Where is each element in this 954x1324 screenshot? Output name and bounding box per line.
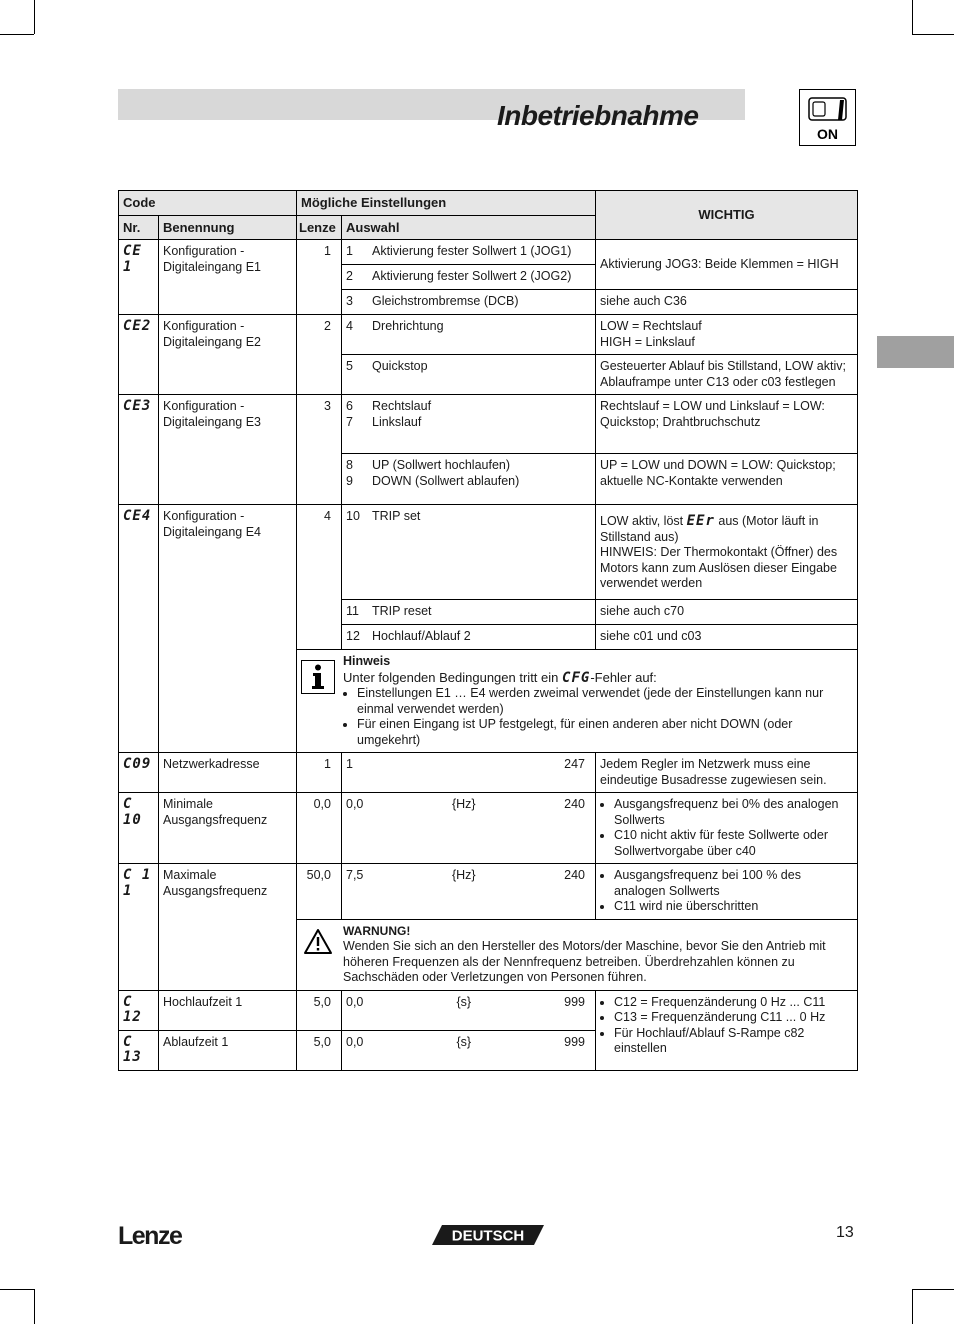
sel-num: 8 [346,458,353,472]
range-cell [342,864,596,920]
code-cell [119,315,159,395]
header-nr: Nr. [119,215,159,240]
list-item: • Für einen Eingang ist UP festgelegt, für einen anderen aber nicht DOWN (oder umgekehrt) [357,717,853,748]
warning-cell [297,919,858,990]
lenze-cell: 50,0 [297,864,342,920]
list-item: • Ausgangsfrequenz bei 100 % des analogen Sollwerts [614,868,853,899]
trip-note: HINWEIS: Der Thermokontakt (Öffner) des Motors kann zum Auslösen dieser Eingabe verwendet werden [600,545,838,590]
page-title: Inbetriebnahme [497,100,699,131]
section-tab [877,336,954,368]
on-label: ON [817,126,838,142]
name-cell: Ablaufzeit 1 [159,1030,297,1070]
header-row-1 [119,191,858,216]
list-item: • Einstellungen E1 … E4 werden zweimal verwendet (jede der Einstellungen kann nur einmal verwendet werden) [357,686,853,717]
range-min: 0,0 [346,1034,364,1049]
dir-low: LOW = Rechtslauf [600,319,702,333]
code-cell [119,753,159,793]
language-badge [432,1225,544,1245]
lenze-cell: 0,0 [297,793,342,864]
header-code: Code [119,191,297,216]
sel-num: 10 [346,509,360,523]
code-ce4: CE4 [123,508,152,524]
sel-text: Gleichstrombremse (DCB) [372,294,519,308]
table-row [119,753,858,793]
important-cell: Jedem Regler im Netzwerk muss eine eindeutige Busadresse zugewiesen sein. [596,753,858,793]
table-row [119,864,858,920]
page-number: 13 [836,1224,854,1241]
sel-num: 9 [346,473,353,488]
important-cell [596,864,858,920]
lenze-cell: 5,0 [297,1030,342,1070]
sel-text: TRIP set [372,509,421,523]
list-item: • Ausgangsfrequenz bei 0% des analogen Sollwerts [614,797,853,828]
code-ce2: CE2 [123,318,152,334]
code-c11: C 1 1 [123,867,152,899]
crop-mark [34,0,35,34]
sel-num: 2 [346,269,353,283]
code-c10: C 10 [123,796,142,828]
code-cell [119,793,159,864]
warning-title: WARNUNG! [343,923,411,938]
important-cell: siehe auch c70 [596,600,858,625]
range-cell [342,990,596,1030]
selection-cell [342,315,596,355]
sel-num: 6 [346,399,353,413]
range-unit: {s} [456,1034,472,1049]
crop-mark [0,1289,34,1290]
trip-code: EEr [686,513,715,529]
lenze-cell: 5,0 [297,990,342,1030]
hint-cell [297,650,858,753]
code-cell [119,505,159,753]
header-important: WICHTIG [596,191,858,240]
sel-num: 7 [346,414,353,429]
hint-code: CFG [562,669,591,686]
range-unit: {s} [456,994,472,1009]
table-row [119,793,858,864]
list-item: • C13 = Frequenzänderung C11 ... 0 Hz [614,1010,853,1026]
header-settings: Mögliche Einstellungen [297,191,596,216]
range-min: 0,0 [346,994,364,1009]
important-cell: siehe c01 und c03 [596,625,858,650]
table-row [119,505,858,600]
selection-cell [342,454,596,505]
power-switch-icon [799,89,856,146]
hint-intro: -Fehler auf: [590,669,657,685]
list-item: • C10 nicht aktiv für feste Sollwerte oder Sollwertvorgabe über c40 [614,828,853,859]
sel-text: DOWN (Sollwert ablaufen) [372,473,520,488]
sel-num: 3 [346,294,353,308]
language-label: DEUTSCH [451,1227,525,1245]
code-c09: C09 [123,756,152,772]
list-item: • C12 = Frequenzänderung 0 Hz ... C11 [614,995,853,1011]
lenze-cell: 2 [297,315,342,395]
sel-text: TRIP reset [372,604,432,618]
selection-cell [342,505,596,600]
range-max: 240 [564,868,585,882]
code-ce3: CE3 [123,398,152,414]
code-cell [119,240,159,315]
selection-cell [342,355,596,395]
crop-mark [912,0,913,34]
sel-num: 12 [346,629,360,643]
sel-num: 5 [346,359,353,373]
code-cell [119,1030,159,1070]
range-cell [342,753,596,793]
hint-intro: Unter folgenden Bedingungen tritt ein [343,669,559,685]
list-item: • Für Hochlauf/Ablauf S-Rampe c82 einstellen [614,1026,853,1057]
range-max: 240 [564,797,585,811]
range-unit: {Hz} [451,868,476,882]
range-min: 0,0 [346,797,364,811]
sel-text: Drehrichtung [372,319,444,333]
lenze-logo: Lenze [118,1222,182,1250]
name-cell: Konfiguration - Digitaleingang E2 [159,315,297,395]
code-cell [119,864,159,991]
header-lenze: Lenze [297,215,342,240]
header-name: Benennung [159,215,297,240]
parameter-table [118,190,858,1071]
dir-high: HIGH = Linkslauf [600,334,695,349]
trip-text: LOW aktiv, löst [600,514,684,528]
info-icon [301,660,335,694]
code-c12: C 12 [123,993,142,1025]
crop-mark [34,1289,35,1324]
sel-text: Aktivierung fester Sollwert 1 (JOG1) [372,244,572,258]
important-cell: Rechtslauf = LOW und Linkslauf = LOW: Quickstop; Drahtbruchschutz [596,395,858,454]
range-max: 999 [564,994,585,1009]
crop-mark [912,1289,954,1290]
important-cell [596,315,858,355]
range-min: 7,5 [346,868,364,882]
sel-num: 1 [346,244,353,258]
hint-title: Hinweis [343,654,391,668]
lenze-cell: 1 [297,753,342,793]
table-row [119,990,858,1030]
name-cell: Konfiguration - Digitaleingang E4 [159,505,297,753]
crop-mark [912,1289,913,1324]
range-min: 1 [346,757,353,771]
important-cell [596,990,858,1070]
lenze-cell: 3 [297,395,342,505]
table-row [119,240,858,265]
code-cell [119,395,159,505]
sel-num: 4 [346,319,353,333]
sel-text: Hochlauf/Ablauf 2 [372,629,471,643]
important-cell [596,793,858,864]
lenze-cell: 1 [297,240,342,315]
crop-mark [912,34,954,35]
sel-text: Linkslauf [372,414,422,429]
header-select: Auswahl [342,215,596,240]
range-cell [342,1030,596,1070]
crop-mark [0,34,34,35]
range-unit: {Hz} [451,797,476,811]
sel-num: 11 [346,604,359,618]
range-max: 999 [564,1034,585,1049]
trip-text: aus (Motor läuft in Stillstand aus) [600,514,819,544]
selection-cell [342,265,596,290]
important-cell: UP = LOW und DOWN = LOW: Quickstop; aktuelle NC-Kontakte verwenden [596,454,858,505]
sel-text: UP (Sollwert hochlaufen) [372,458,511,472]
selection-cell [342,600,596,625]
important-cell: Gesteuerter Ablauf bis Stillstand, LOW aktiv; Ablauframpe unter C13 oder c03 festlegen [596,355,858,395]
important-cell: siehe auch C36 [596,290,858,315]
range-cell [342,793,596,864]
name-cell: Minimale Ausgangsfrequenz [159,793,297,864]
selection-cell [342,625,596,650]
selection-cell [342,290,596,315]
name-cell: Konfiguration - Digitaleingang E1 [159,240,297,315]
code-cell [119,990,159,1030]
sel-text: Rechtslauf [372,399,432,413]
name-cell: Maximale Ausgangsfrequenz [159,864,297,991]
sel-text: Quickstop [372,359,428,373]
range-max: 247 [564,757,585,771]
list-item: • C11 wird nie überschritten [614,899,853,915]
name-cell: Konfiguration - Digitaleingang E3 [159,395,297,505]
name-cell: Hochlaufzeit 1 [159,990,297,1030]
selection-cell [342,395,596,454]
lenze-cell: 4 [297,505,342,650]
warning-icon [301,924,335,986]
code-ce1: CE 1 [123,243,142,275]
important-cell: Aktivierung JOG3: Beide Klemmen = HIGH [596,240,858,290]
important-cell [596,505,858,600]
code-c13: C 13 [123,1033,142,1065]
sel-text: Aktivierung fester Sollwert 2 (JOG2) [372,269,572,283]
name-cell: Netzwerkadresse [159,753,297,793]
warning-text: Wenden Sie sich an den Hersteller des Motors/der Maschine, bevor Sie den Antrieb mit höheren Frequenzen als der Nennfrequenz betreiben. Überdrehzahlen können zu Sachschäden oder Verletzungen von Personen führen. [343,939,826,984]
selection-cell [342,240,596,265]
